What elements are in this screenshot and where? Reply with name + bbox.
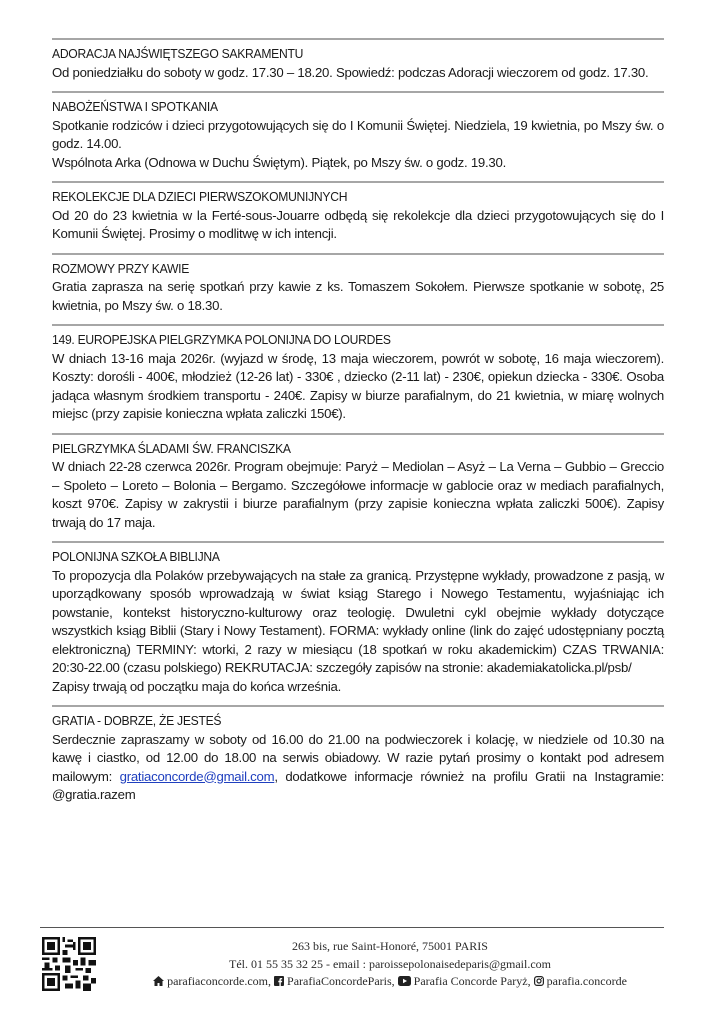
address: 263 bis, rue Saint-Honoré, 75001 PARIS: [292, 939, 488, 953]
section-text: [52, 731, 664, 805]
instagram-link[interactable]: parafia.concorde: [546, 974, 627, 988]
section-text: W dniach 22-28 czerwca 2026r. Program obejmuje: Paryż – Mediolan – Asyż – La Verna – Gubbio – Greccio – Spoleto – Loreto – Bolonia – Bergamo. Szczegółowe informacje w gablocie oraz w mediach parafialnych, koszt 970€. Zapisy w zakrystii i biurze parafialnym (przy zapisie konieczna wpłata zaliczki 500€). Zapisy trwają do 17 maja.: [52, 459, 664, 530]
section-title: NABOŻEŃSTWA I SPOTKANIA: [52, 99, 218, 114]
social-links: [110, 973, 670, 992]
section-francis-pilgrimage: [52, 433, 664, 533]
footer: [40, 927, 664, 988]
section-bible-school: [52, 541, 664, 696]
instagram-icon: [534, 974, 544, 992]
section-text: Od 20 do 23 kwietnia w la Ferté-sous-Jouarre odbędą się rekolekcje dla dzieci przygotowujących się do I Komunii Świętej. Prosimy o modlitwę w ich intencji.: [52, 207, 664, 241]
section-title: 149. EUROPEJSKA PIELGRZYMKA POLONIJNA DO LOURDES: [52, 332, 391, 347]
text-after-link: , dodatkowe informacje również na profilu Gratii na Instagramie: @gratia.razem: [52, 768, 664, 802]
section-text: Spotkanie rodziców i dzieci przygotowujących się do I Komunii Świętej. Niedziela, 19 kwietnia, po Mszy św. o godz. 14.00.: [52, 117, 664, 151]
section-text: Zapisy trwają od początku maja do końca września.: [52, 678, 342, 694]
section-lourdes-pilgrimage: [52, 324, 664, 424]
section-services: [52, 91, 664, 172]
section-title: ROZMOWY PRZY KAWIE: [52, 260, 190, 276]
text-before-link: Serdecznie zapraszamy w soboty od 16.00 do 21.00 na podwieczorek i kolację, w niedziele od 10.30 na kawę i ciastko, od 12.00 do 18.00 na serwis obiadowy. W razie pytań prosimy o kontakt pod adresem mailowym:: [52, 731, 664, 784]
section-title: GRATIA - DOBRZE, ŻE JESTEŚ: [52, 713, 222, 728]
facebook-link[interactable]: ParafiaConcordeParis,: [287, 974, 395, 988]
section-title: PIELGRZYMKA ŚLADAMI ŚW. FRANCISZKA: [52, 440, 291, 456]
youtube-link[interactable]: Parafia Concorde Paryż,: [413, 974, 531, 988]
section-text: Gratia zaprasza na serię spotkań przy kawie z ks. Tomaszem Sokołem. Pierwsze spotkanie w sobotę, 25 kwietnia, po Mszy św. o 18.30.: [52, 279, 664, 313]
section-adoration: [52, 38, 664, 82]
qr-code-icon[interactable]: [42, 937, 96, 991]
section-gratia: [52, 705, 664, 805]
youtube-icon: [398, 974, 411, 992]
phone-email: Tél. 01 55 35 32 25 - email : paroissepolonaisedeparis@gmail.com: [229, 956, 551, 971]
section-title: POLONIJNA SZKOŁA BIBLIJNA: [52, 549, 220, 564]
website-link[interactable]: parafiaconcorde.com,: [167, 974, 272, 988]
section-text: Od poniedziałku do soboty w godz. 17.30 – 18.20. Spowiedź: podczas Adoracji wieczorem od godz. 17.30.: [52, 64, 649, 80]
section-coffee-talks: [52, 253, 664, 316]
gratia-email-link[interactable]: gratiaconcorde@gmail.com: [119, 768, 275, 784]
section-text: To propozycja dla Polaków przebywających na stałe za granicą. Przystępne wykłady, prowadzone z pasją, w uporządkowany sposób wprowadzają w świat ksiąg Starego i Nowego Testamentu, wyjaśniając ich powstanie, kontekst historyczno-kulturowy oraz teologię. Dwuletni cykl obejmie wykłady dotyczące wszystkich ksiąg Biblii (Stary i Nowy Testament). FORMA: wykłady online (link do zajęć udostępniany pocztą elektroniczną) TERMINY: wtorki, 2 razy w miesiącu (18 spotkań w roku akademickim) CZAS TRWANIA: 20:30-22.00 (czasu polskiego) REKRUTACJA: szczegóły zapisów na stronie: akademiakatolicka.pl/psb/: [52, 567, 664, 675]
section-title: REKOLEKCJE DLA DZIECI PIERWSZOKOMUNIJNYCH: [52, 189, 348, 204]
footer-contact: [110, 938, 670, 992]
section-text: Wspólnota Arka (Odnowa w Duchu Świętym). Piątek, po Mszy św. o godz. 19.30.: [52, 154, 507, 170]
home-icon: [153, 974, 164, 992]
section-retreat: [52, 181, 664, 244]
section-title: ADORACJA NAJŚWIĘTSZEGO SAKRAMENTU: [52, 46, 304, 61]
section-text: W dniach 13-16 maja 2026r. (wyjazd w środę, 13 maja wieczorem, powrót w sobotę, 16 maja wieczorem). Koszty: dorośli - 400€, młodzież (12-26 lat) - 330€ , dziecko (2-11 lat) - 230€, opiekun dziecka - 330€. Osoba jadąca własnym środkiem transportu - 240€. Zapisy w biurze parafialnym, do 21 kwietnia, w miarę wolnych miejsc (przy zapisie konieczna wpłata zaliczki 150€).: [52, 350, 664, 421]
facebook-icon: [274, 974, 284, 992]
bulletin-content: [52, 38, 664, 814]
